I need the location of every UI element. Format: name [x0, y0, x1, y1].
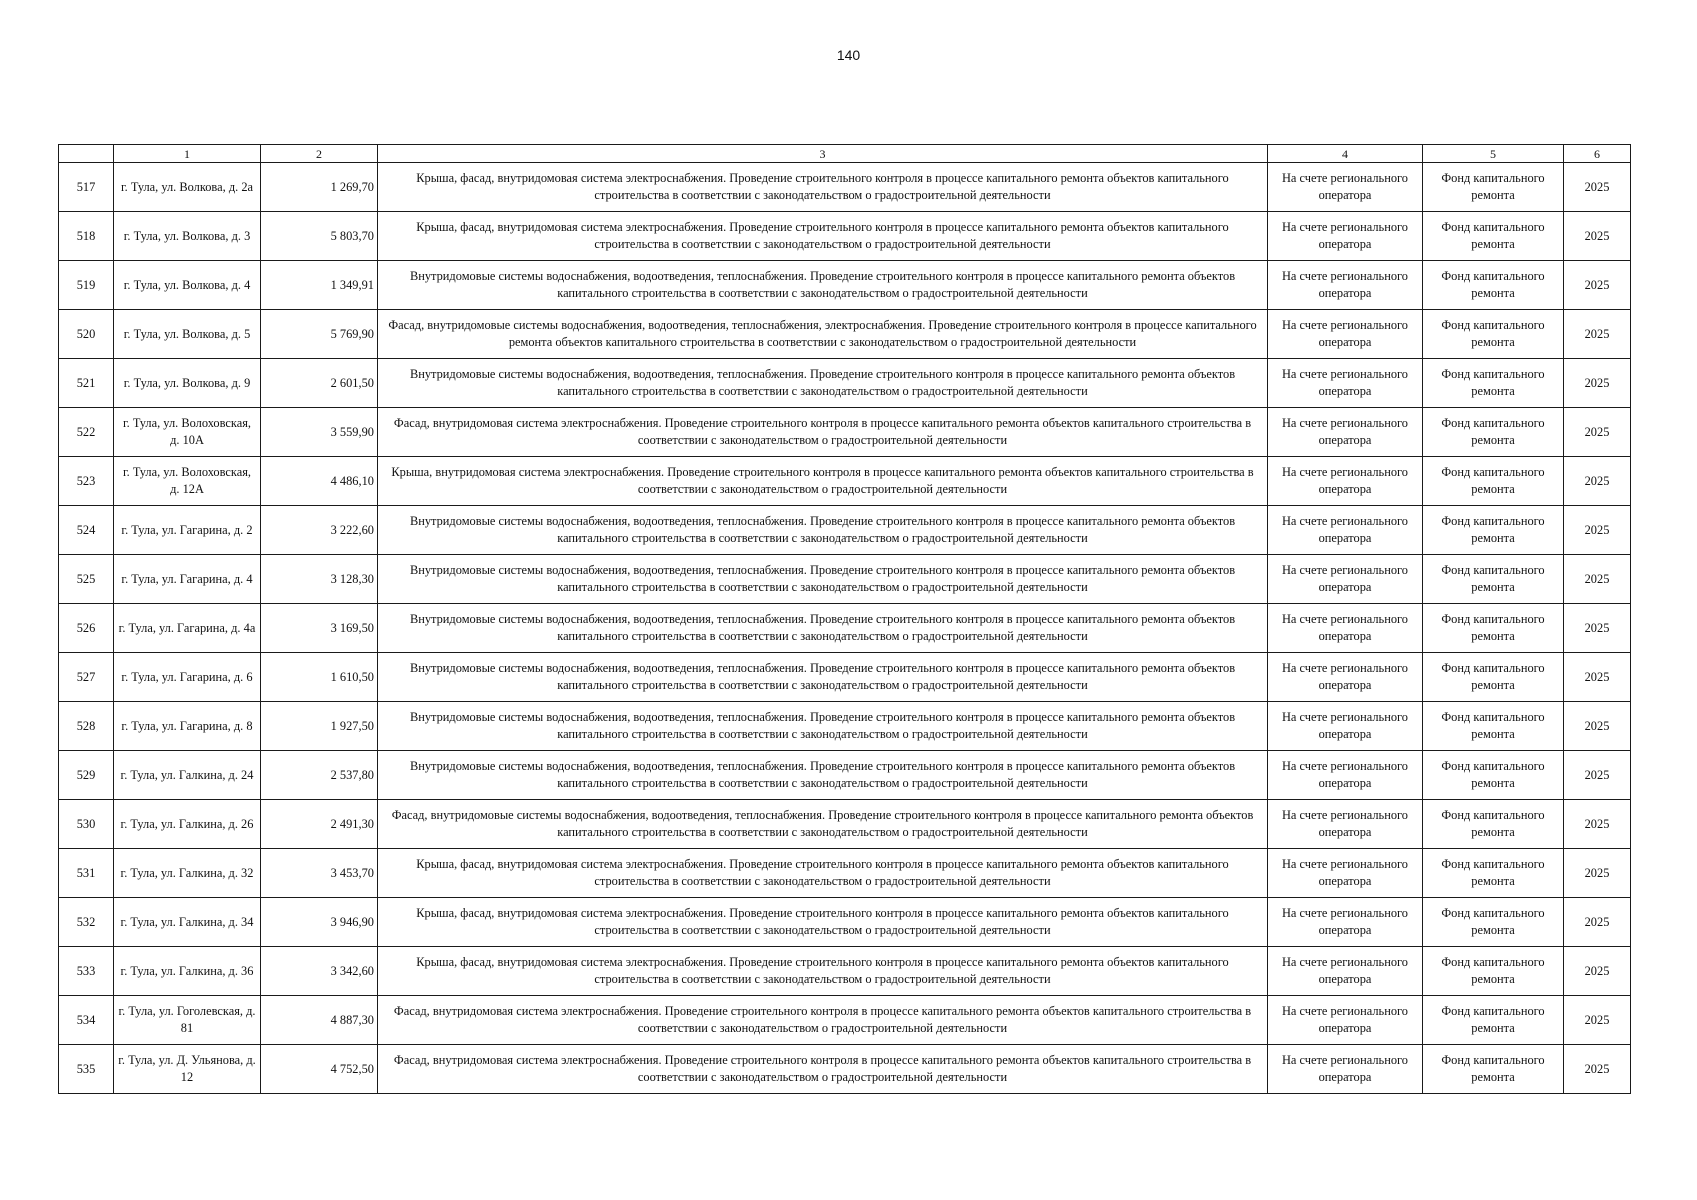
- row-number-cell: 526: [59, 604, 114, 653]
- table-row: [59, 359, 1631, 408]
- works-description-cell: Внутридомовые системы водоснабжения, водоотведения, теплоснабжения. Проведение строительного контроля в процессе капитального ремонта объектов капитального строительства в соответствии с законодательством о градостроительной деятельности: [378, 604, 1268, 653]
- table-row: [59, 947, 1631, 996]
- year-cell: 2025: [1564, 947, 1631, 996]
- address-cell: г. Тула, ул. Д. Ульянова, д. 12: [114, 1045, 261, 1094]
- cost-cell: 3 453,70: [261, 849, 378, 898]
- cost-cell: 2 537,80: [261, 751, 378, 800]
- row-number-cell: 518: [59, 212, 114, 261]
- year-cell: 2025: [1564, 457, 1631, 506]
- year-cell: 2025: [1564, 261, 1631, 310]
- year-cell: 2025: [1564, 212, 1631, 261]
- address-cell: г. Тула, ул. Галкина, д. 24: [114, 751, 261, 800]
- year-cell: 2025: [1564, 898, 1631, 947]
- fund-method-cell: На счете регионального оператора: [1268, 898, 1423, 947]
- funding-source-cell: Фонд капитального ремонта: [1423, 947, 1564, 996]
- works-description-cell: Внутридомовые системы водоснабжения, водоотведения, теплоснабжения. Проведение строительного контроля в процессе капитального ремонта объектов капитального строительства в соответствии с законодательством о градостроительной деятельности: [378, 261, 1268, 310]
- funding-source-cell: Фонд капитального ремонта: [1423, 996, 1564, 1045]
- address-cell: г. Тула, ул. Галкина, д. 32: [114, 849, 261, 898]
- cost-cell: 2 491,30: [261, 800, 378, 849]
- cost-cell: 4 887,30: [261, 996, 378, 1045]
- cost-cell: 1 269,70: [261, 163, 378, 212]
- cost-cell: 3 946,90: [261, 898, 378, 947]
- works-description-cell: Крыша, фасад, внутридомовая система электроснабжения. Проведение строительного контроля в процессе капитального ремонта объектов капитального строительства в соответствии с законодательством о градостроительной деятельности: [378, 947, 1268, 996]
- works-description-cell: Внутридомовые системы водоснабжения, водоотведения, теплоснабжения. Проведение строительного контроля в процессе капитального ремонта объектов капитального строительства в соответствии с законодательством о градостроительной деятельности: [378, 653, 1268, 702]
- year-cell: 2025: [1564, 1045, 1631, 1094]
- funding-source-cell: Фонд капитального ремонта: [1423, 898, 1564, 947]
- row-number-cell: 523: [59, 457, 114, 506]
- year-cell: 2025: [1564, 163, 1631, 212]
- works-description-cell: Внутридомовые системы водоснабжения, водоотведения, теплоснабжения. Проведение строительного контроля в процессе капитального ремонта объектов капитального строительства в соответствии с законодательством о градостроительной деятельности: [378, 359, 1268, 408]
- year-cell: 2025: [1564, 751, 1631, 800]
- year-cell: 2025: [1564, 506, 1631, 555]
- year-cell: 2025: [1564, 800, 1631, 849]
- works-description-cell: Крыша, внутридомовая система электроснабжения. Проведение строительного контроля в процессе капитального ремонта объектов капитального строительства в соответствии с законодательством о градостроительной деятельности: [378, 457, 1268, 506]
- address-cell: г. Тула, ул. Волкова, д. 3: [114, 212, 261, 261]
- address-cell: г. Тула, ул. Галкина, д. 26: [114, 800, 261, 849]
- table-row: [59, 506, 1631, 555]
- address-cell: г. Тула, ул. Гагарина, д. 4а: [114, 604, 261, 653]
- table-row: [59, 653, 1631, 702]
- table-row: [59, 163, 1631, 212]
- funding-source-cell: Фонд капитального ремонта: [1423, 604, 1564, 653]
- fund-method-cell: На счете регионального оператора: [1268, 1045, 1423, 1094]
- cost-cell: 1 349,91: [261, 261, 378, 310]
- funding-source-cell: Фонд капитального ремонта: [1423, 408, 1564, 457]
- row-number-cell: 522: [59, 408, 114, 457]
- row-number-cell: 519: [59, 261, 114, 310]
- column-header: 4: [1268, 145, 1423, 163]
- works-description-cell: Внутридомовые системы водоснабжения, водоотведения, теплоснабжения. Проведение строительного контроля в процессе капитального ремонта объектов капитального строительства в соответствии с законодательством о градостроительной деятельности: [378, 751, 1268, 800]
- table-row: [59, 898, 1631, 947]
- fund-method-cell: На счете регионального оператора: [1268, 212, 1423, 261]
- year-cell: 2025: [1564, 310, 1631, 359]
- year-cell: 2025: [1564, 555, 1631, 604]
- table-row: [59, 849, 1631, 898]
- funding-source-cell: Фонд капитального ремонта: [1423, 849, 1564, 898]
- cost-cell: 5 769,90: [261, 310, 378, 359]
- works-description-cell: Внутридомовые системы водоснабжения, водоотведения, теплоснабжения. Проведение строительного контроля в процессе капитального ремонта объектов капитального строительства в соответствии с законодательством о градостроительной деятельности: [378, 506, 1268, 555]
- funding-source-cell: Фонд капитального ремонта: [1423, 555, 1564, 604]
- address-cell: г. Тула, ул. Волкова, д. 4: [114, 261, 261, 310]
- row-number-cell: 534: [59, 996, 114, 1045]
- year-cell: 2025: [1564, 849, 1631, 898]
- funding-source-cell: Фонд капитального ремонта: [1423, 653, 1564, 702]
- row-number-cell: 521: [59, 359, 114, 408]
- address-cell: г. Тула, ул. Галкина, д. 36: [114, 947, 261, 996]
- works-description-cell: Крыша, фасад, внутридомовая система электроснабжения. Проведение строительного контроля в процессе капитального ремонта объектов капитального строительства в соответствии с законодательством о градостроительной деятельности: [378, 212, 1268, 261]
- row-number-cell: 532: [59, 898, 114, 947]
- cost-cell: 3 222,60: [261, 506, 378, 555]
- address-cell: г. Тула, ул. Галкина, д. 34: [114, 898, 261, 947]
- table-row: [59, 996, 1631, 1045]
- address-cell: г. Тула, ул. Гагарина, д. 8: [114, 702, 261, 751]
- cost-cell: 1 610,50: [261, 653, 378, 702]
- row-number-cell: 535: [59, 1045, 114, 1094]
- works-description-cell: Крыша, фасад, внутридомовая система электроснабжения. Проведение строительного контроля в процессе капитального ремонта объектов капитального строительства в соответствии с законодательством о градостроительной деятельности: [378, 898, 1268, 947]
- funding-source-cell: Фонд капитального ремонта: [1423, 310, 1564, 359]
- fund-method-cell: На счете регионального оператора: [1268, 310, 1423, 359]
- table-row: [59, 702, 1631, 751]
- cost-cell: 5 803,70: [261, 212, 378, 261]
- cost-cell: 2 601,50: [261, 359, 378, 408]
- year-cell: 2025: [1564, 408, 1631, 457]
- table-row: [59, 212, 1631, 261]
- fund-method-cell: На счете регионального оператора: [1268, 457, 1423, 506]
- table-row: [59, 408, 1631, 457]
- table-row: [59, 800, 1631, 849]
- fund-method-cell: На счете регионального оператора: [1268, 604, 1423, 653]
- funding-source-cell: Фонд капитального ремонта: [1423, 751, 1564, 800]
- row-number-cell: 533: [59, 947, 114, 996]
- row-number-cell: 527: [59, 653, 114, 702]
- fund-method-cell: На счете регионального оператора: [1268, 849, 1423, 898]
- funding-source-cell: Фонд капитального ремонта: [1423, 212, 1564, 261]
- row-number-cell: 528: [59, 702, 114, 751]
- works-description-cell: Крыша, фасад, внутридомовая система электроснабжения. Проведение строительного контроля в процессе капитального ремонта объектов капитального строительства в соответствии с законодательством о градостроительной деятельности: [378, 849, 1268, 898]
- page-number: 140: [836, 47, 861, 63]
- table-row: [59, 457, 1631, 506]
- works-description-cell: Фасад, внутридомовая система электроснабжения. Проведение строительного контроля в процессе капитального ремонта объектов капитального строительства в соответствии с законодательством о градостроительной деятельности: [378, 408, 1268, 457]
- address-cell: г. Тула, ул. Волкова, д. 2а: [114, 163, 261, 212]
- row-number-cell: 530: [59, 800, 114, 849]
- column-header: 2: [261, 145, 378, 163]
- fund-method-cell: На счете регионального оператора: [1268, 555, 1423, 604]
- funding-source-cell: Фонд капитального ремонта: [1423, 163, 1564, 212]
- table-row: [59, 604, 1631, 653]
- address-cell: г. Тула, ул. Волоховская, д. 10А: [114, 408, 261, 457]
- table-row: [59, 1045, 1631, 1094]
- row-number-cell: 531: [59, 849, 114, 898]
- funding-source-cell: Фонд капитального ремонта: [1423, 702, 1564, 751]
- cost-cell: 3 342,60: [261, 947, 378, 996]
- year-cell: 2025: [1564, 653, 1631, 702]
- works-description-cell: Фасад, внутридомовая система электроснабжения. Проведение строительного контроля в процессе капитального ремонта объектов капитального строительства в соответствии с законодательством о градостроительной деятельности: [378, 1045, 1268, 1094]
- table-row: [59, 310, 1631, 359]
- row-number-cell: 517: [59, 163, 114, 212]
- row-number-cell: 524: [59, 506, 114, 555]
- column-header: [59, 145, 114, 163]
- funding-source-cell: Фонд капитального ремонта: [1423, 800, 1564, 849]
- fund-method-cell: На счете регионального оператора: [1268, 751, 1423, 800]
- year-cell: 2025: [1564, 702, 1631, 751]
- funding-source-cell: Фонд капитального ремонта: [1423, 359, 1564, 408]
- fund-method-cell: На счете регионального оператора: [1268, 506, 1423, 555]
- cost-cell: 4 752,50: [261, 1045, 378, 1094]
- table-row: [59, 751, 1631, 800]
- fund-method-cell: На счете регионального оператора: [1268, 408, 1423, 457]
- funding-source-cell: Фонд капитального ремонта: [1423, 261, 1564, 310]
- address-cell: г. Тула, ул. Гагарина, д. 6: [114, 653, 261, 702]
- cost-cell: 3 169,50: [261, 604, 378, 653]
- column-header: 5: [1423, 145, 1564, 163]
- year-cell: 2025: [1564, 996, 1631, 1045]
- funding-source-cell: Фонд капитального ремонта: [1423, 506, 1564, 555]
- cost-cell: 3 128,30: [261, 555, 378, 604]
- table-row: [59, 555, 1631, 604]
- cost-cell: 3 559,90: [261, 408, 378, 457]
- funding-source-cell: Фонд капитального ремонта: [1423, 1045, 1564, 1094]
- fund-method-cell: На счете регионального оператора: [1268, 359, 1423, 408]
- fund-method-cell: На счете регионального оператора: [1268, 800, 1423, 849]
- works-description-cell: Внутридомовые системы водоснабжения, водоотведения, теплоснабжения. Проведение строительного контроля в процессе капитального ремонта объектов капитального строительства в соответствии с законодательством о градостроительной деятельности: [378, 702, 1268, 751]
- fund-method-cell: На счете регионального оператора: [1268, 996, 1423, 1045]
- column-header: 1: [114, 145, 261, 163]
- column-header: 6: [1564, 145, 1631, 163]
- fund-method-cell: На счете регионального оператора: [1268, 653, 1423, 702]
- fund-method-cell: На счете регионального оператора: [1268, 702, 1423, 751]
- funding-source-cell: Фонд капитального ремонта: [1423, 457, 1564, 506]
- table-row: [59, 261, 1631, 310]
- fund-method-cell: На счете регионального оператора: [1268, 163, 1423, 212]
- address-cell: г. Тула, ул. Гагарина, д. 4: [114, 555, 261, 604]
- works-description-cell: Крыша, фасад, внутридомовая система электроснабжения. Проведение строительного контроля в процессе капитального ремонта объектов капитального строительства в соответствии с законодательством о градостроительной деятельности: [378, 163, 1268, 212]
- table-body: [59, 163, 1631, 1094]
- column-header: 3: [378, 145, 1268, 163]
- fund-method-cell: На счете регионального оператора: [1268, 947, 1423, 996]
- works-description-cell: Внутридомовые системы водоснабжения, водоотведения, теплоснабжения. Проведение строительного контроля в процессе капитального ремонта объектов капитального строительства в соответствии с законодательством о градостроительной деятельности: [378, 555, 1268, 604]
- row-number-cell: 529: [59, 751, 114, 800]
- works-description-cell: Фасад, внутридомовые системы водоснабжения, водоотведения, теплоснабжения, электроснабжения. Проведение строительного контроля в процессе капитального ремонта объектов капитального строительства в соответствии с законодательством о градостроительной деятельности: [378, 310, 1268, 359]
- address-cell: г. Тула, ул. Волкова, д. 9: [114, 359, 261, 408]
- fund-method-cell: На счете регионального оператора: [1268, 261, 1423, 310]
- year-cell: 2025: [1564, 604, 1631, 653]
- table-header-row: [59, 145, 1631, 163]
- row-number-cell: 520: [59, 310, 114, 359]
- year-cell: 2025: [1564, 359, 1631, 408]
- repair-register-table: [58, 144, 1631, 1094]
- works-description-cell: Фасад, внутридомовые системы водоснабжения, водоотведения, теплоснабжения. Проведение строительного контроля в процессе капитального ремонта объектов капитального строительства в соответствии с законодательством о градостроительной деятельности: [378, 800, 1268, 849]
- works-description-cell: Фасад, внутридомовая система электроснабжения. Проведение строительного контроля в процессе капитального ремонта объектов капитального строительства в соответствии с законодательством о градостроительной деятельности: [378, 996, 1268, 1045]
- address-cell: г. Тула, ул. Гоголевская, д. 81: [114, 996, 261, 1045]
- cost-cell: 4 486,10: [261, 457, 378, 506]
- address-cell: г. Тула, ул. Волоховская, д. 12А: [114, 457, 261, 506]
- cost-cell: 1 927,50: [261, 702, 378, 751]
- address-cell: г. Тула, ул. Волкова, д. 5: [114, 310, 261, 359]
- address-cell: г. Тула, ул. Гагарина, д. 2: [114, 506, 261, 555]
- row-number-cell: 525: [59, 555, 114, 604]
